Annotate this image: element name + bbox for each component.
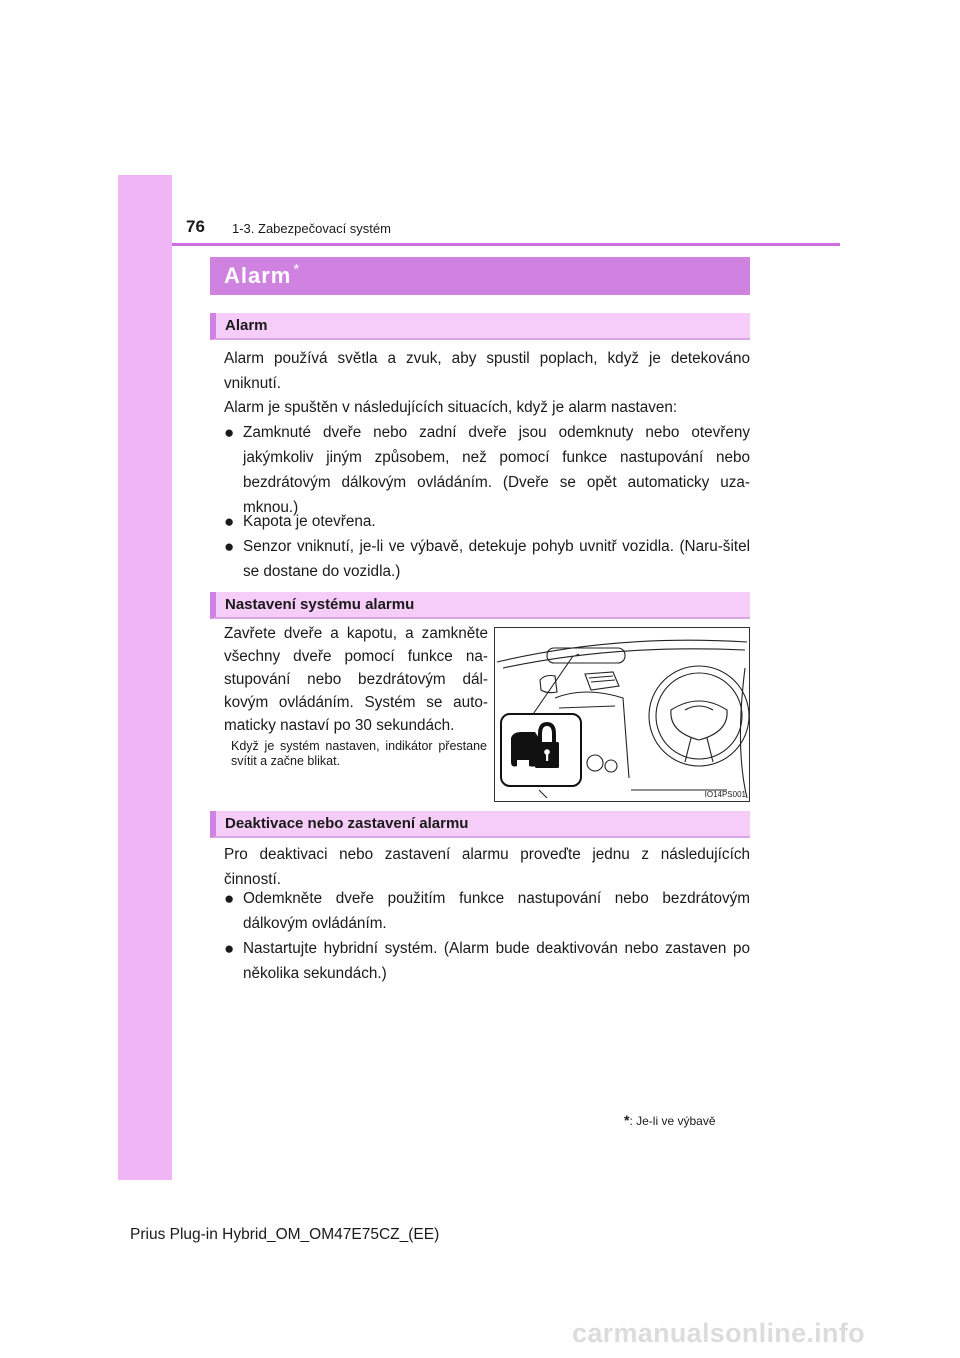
- page-number: 76: [186, 217, 205, 236]
- list-item: [224, 534, 750, 584]
- list-item-text: Zamknuté dveře nebo zadní dveře jsou odemknuty nebo otevřeny jakýmkoliv jiným způsobem, než pomocí funkce nastupování nebo bezdrátovým dálkovým ovládáním. (Dveře se opět automaticky uza-mknou.): [243, 424, 750, 516]
- footnote-star-icon: *: [624, 1112, 630, 1128]
- setting-note: Když je systém nastaven, indikátor přestane svítit a začne blikat.: [231, 739, 487, 768]
- alarm-intro: Alarm používá světla a zvuk, aby spustil poplach, když je detekováno vniknutí.: [224, 350, 750, 392]
- footnote: [624, 1112, 716, 1128]
- bullet-dot-icon: ●: [224, 423, 235, 442]
- title-bar: [210, 257, 750, 295]
- section-header: 1-3. Zabezpečovací systém: [232, 221, 391, 236]
- list-item: [224, 420, 750, 520]
- watermark: carmanualsonline.info: [572, 1318, 865, 1348]
- list-item: [224, 936, 750, 986]
- page-title: Alarm: [224, 263, 292, 288]
- subheading-deactivation: Deaktivace nebo zastavení alarmu: [210, 811, 750, 838]
- footnote-text: : Je-li ve výbavě: [629, 1114, 716, 1128]
- header-rule: [172, 243, 840, 246]
- chapter-sidebar-tab: [118, 175, 172, 1180]
- list-item-text: Senzor vniknutí, je-li ve výbavě, detekuje pohyb uvnitř vozidla. (Naru-šitel se dostane do vozidla.): [243, 538, 750, 580]
- deactivation-intro: Pro deaktivaci nebo zastavení alarmu proveďte jednu z následujících činností.: [224, 846, 750, 888]
- bullet-dot-icon: ●: [224, 512, 235, 531]
- subheading-setting: Nastavení systému alarmu: [210, 592, 750, 619]
- bullet-dot-icon: ●: [224, 889, 235, 908]
- list-item-text: Nastartujte hybridní systém. (Alarm bude deaktivován nebo zastaven po několika sekundách.): [243, 940, 750, 982]
- illustration-code: IO14PS001: [704, 790, 746, 799]
- document-footer: Prius Plug-in Hybrid_OM_OM47E75CZ_(EE): [130, 1226, 440, 1243]
- bullet-dot-icon: ●: [224, 939, 235, 958]
- list-item-text: Kapota je otevřena.: [243, 513, 376, 530]
- alarm-trigger-intro: Alarm je spuštěn v následujících situacích, když je alarm nastaven:: [224, 399, 678, 416]
- equipment-star-icon: *: [293, 260, 300, 278]
- bullet-dot-icon: ●: [224, 537, 235, 556]
- subheading-alarm: Alarm: [210, 313, 750, 340]
- list-item: [224, 886, 750, 936]
- setting-body: Zavřete dveře a kapotu, a zamkněte všechny dveře pomocí funkce na-stupování nebo bezdrátovým dál-kovým ovládáním. Systém se auto-maticky nastaví po 30 sekundách.: [224, 625, 488, 734]
- list-item: [224, 509, 750, 534]
- dashboard-drawing: [495, 628, 749, 801]
- list-item-text: Odemkněte dveře použitím funkce nastupování nebo bezdrátovým dálkovým ovládáním.: [243, 890, 750, 932]
- dashboard-illustration: [494, 627, 750, 802]
